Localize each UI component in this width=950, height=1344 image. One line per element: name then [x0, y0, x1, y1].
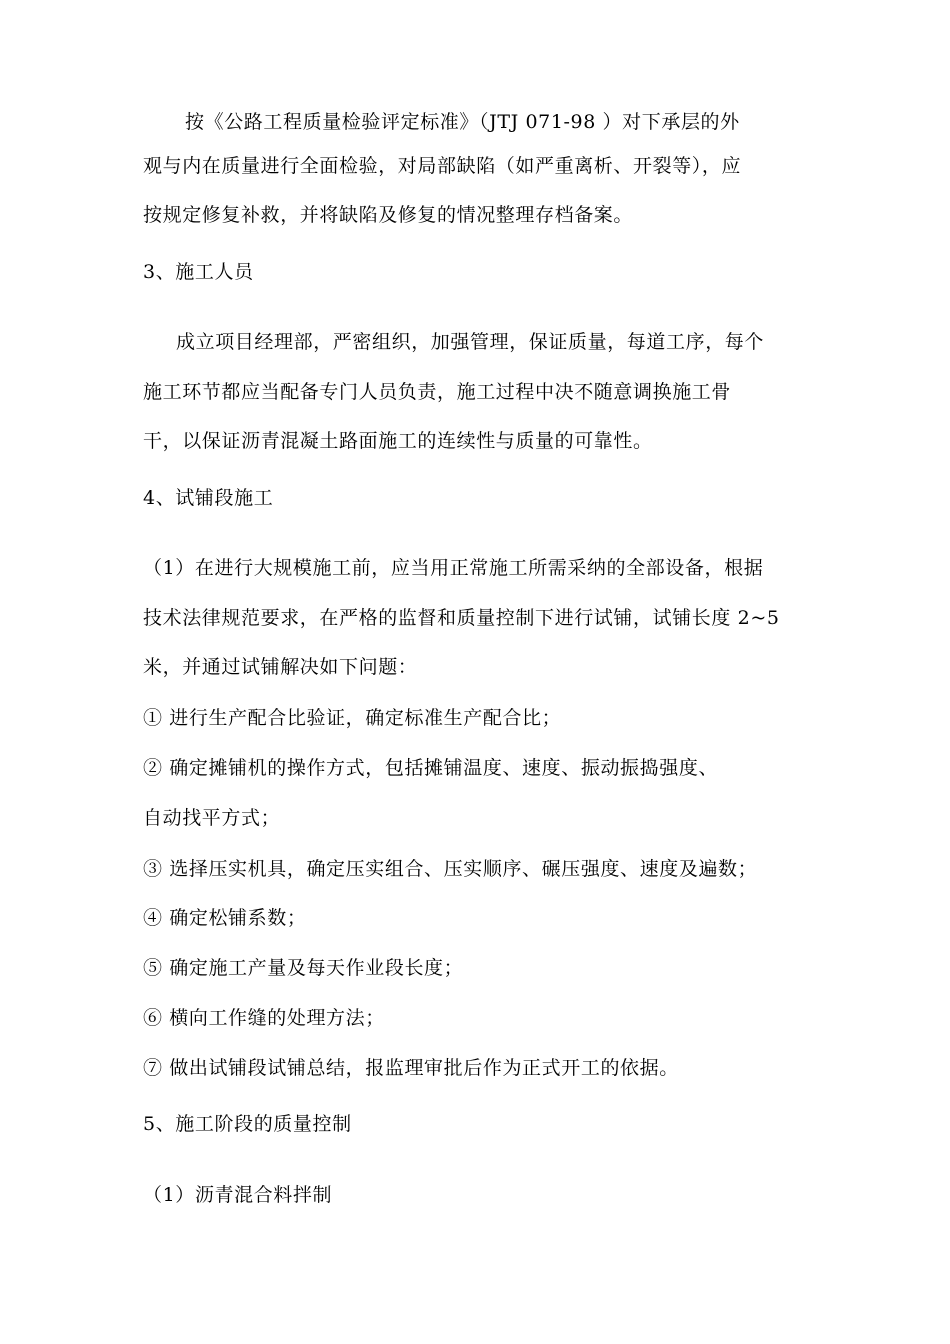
list-item: ⑤ 确定施工产量及每天作业段长度；	[143, 957, 464, 979]
list-item: ① 进行生产配合比验证，确定标准生产配合比；	[143, 707, 562, 729]
paragraph-line: 干，以保证沥青混凝土路面施工的连续性与质量的可靠性。	[143, 430, 653, 452]
paragraph-line: 技术法律规范要求，在严格的监督和质量控制下进行试铺，试铺长度 2~5	[143, 607, 780, 629]
list-item: ② 确定摊铺机的操作方式，包括摊铺温度、速度、振动振捣强度、	[143, 757, 719, 779]
list-item: ③ 选择压实机具，确定压实组合、压实顺序、碾压强度、速度及遍数；	[143, 858, 758, 880]
paragraph-line: （1）在进行大规模施工前，应当用正常施工所需采纳的全部设备，根据	[143, 557, 764, 579]
paragraph-line: 施工环节都应当配备专门人员负责，施工过程中决不随意调换施工骨	[143, 381, 732, 403]
section-heading: 3、施工人员	[143, 261, 254, 283]
paragraph-line: 米，并通过试铺解决如下问题：	[143, 656, 418, 678]
subsection-heading: （1）沥青混合料拌制	[143, 1184, 333, 1206]
section-heading: 5、施工阶段的质量控制	[143, 1113, 352, 1135]
list-item-continuation: 自动找平方式；	[143, 807, 281, 829]
paragraph-line: 成立项目经理部，严密组织，加强管理，保证质量，每道工序，每个	[176, 331, 765, 353]
paragraph-line: 按《公路工程质量检验评定标准》（JTJ 071-98 ）对下承层的外	[185, 111, 740, 133]
paragraph-line: 按规定修复补救，并将缺陷及修复的情况整理存档备案。	[143, 204, 634, 226]
section-heading: 4、试铺段施工	[143, 487, 274, 509]
list-item: ④ 确定松铺系数；	[143, 907, 307, 929]
paragraph-line: 观与内在质量进行全面检验，对局部缺陷（如严重离析、开裂等），应	[143, 155, 742, 177]
list-item: ⑥ 横向工作缝的处理方法；	[143, 1007, 385, 1029]
list-item: ⑦ 做出试铺段试铺总结，报监理审批后作为正式开工的依据。	[143, 1057, 679, 1079]
